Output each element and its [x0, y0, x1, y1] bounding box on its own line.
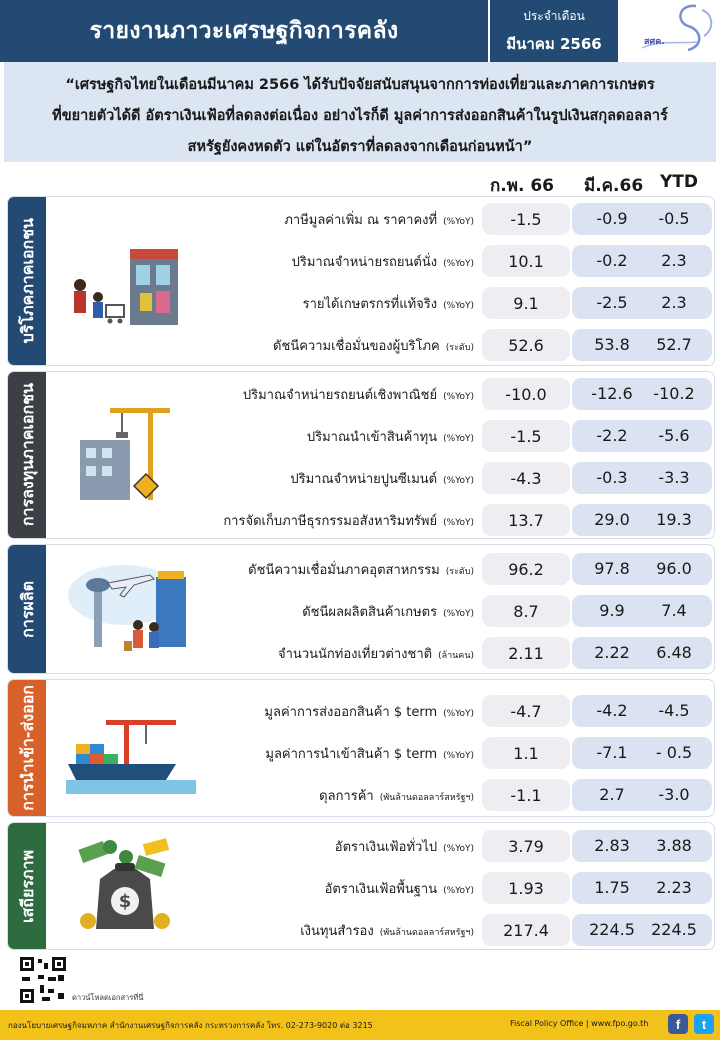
- value-current-month: -0.3: [596, 468, 628, 487]
- value-current-month: 29.0: [594, 510, 630, 529]
- indicator-label: ปริมาณจำหน่ายรถยนต์เชิงพาณิชย์ (%YoY): [242, 388, 474, 403]
- indicator-label: รายได้เกษตรกรที่แท้จริง (%YoY): [302, 297, 474, 312]
- indicator-label: เงินทุนสำรอง (พันล้านดอลลาร์สหรัฐฯ): [300, 924, 474, 939]
- indicator-row: [8, 502, 714, 538]
- value-ytd: 224.5: [651, 920, 697, 939]
- value-current-month: -12.6: [591, 384, 633, 403]
- report-header: [0, 0, 720, 62]
- qr-caption: ดาวน์โหลดเอกสารที่นี่: [72, 993, 144, 1002]
- column-header-prev: ก.พ. 66: [490, 176, 554, 196]
- indicator-row: [8, 201, 714, 237]
- value-ytd: 19.3: [656, 510, 692, 529]
- value-prev-month: 96.2: [482, 553, 570, 585]
- value-current-month: -2.2: [596, 426, 628, 445]
- value-prev-month: 8.7: [482, 595, 570, 627]
- section-title: การลงทุนภาคเอกชน: [17, 383, 37, 527]
- section-production: [8, 545, 714, 673]
- footer-website[interactable]: Fiscal Policy Office | www.fpo.go.th: [510, 1019, 649, 1028]
- indicator-label: อัตราเงินเฟ้อทั่วไป (%YoY): [334, 840, 474, 855]
- section-private-investment: [8, 372, 714, 538]
- value-prev-month: 52.6: [482, 329, 570, 361]
- value-current-month: 1.75: [594, 878, 630, 897]
- value-current-month: 53.8: [594, 335, 630, 354]
- column-header-cur: มี.ค.66: [584, 176, 644, 196]
- section-title: การนำเข้า-ส่งออก: [17, 685, 37, 811]
- value-ytd: 6.48: [656, 643, 692, 662]
- value-ytd: 3.88: [656, 836, 692, 855]
- indicator-label: ดัชนีผลผลิตสินค้าเกษตร (%YoY): [302, 605, 474, 620]
- section-title: เสถียรภาพ: [17, 849, 37, 923]
- column-header-ytd: YTD: [660, 172, 699, 192]
- month-value: มีนาคม 2566: [506, 34, 602, 53]
- fpo-logo-icon: [618, 0, 720, 62]
- value-prev-month: -4.3: [482, 462, 570, 494]
- facebook-icon[interactable]: f: [668, 1014, 688, 1034]
- twitter-icon[interactable]: t: [694, 1014, 714, 1034]
- indicator-label: อัตราเงินเฟ้อพื้นฐาน (%YoY): [324, 882, 474, 897]
- value-prev-month: 3.79: [482, 830, 570, 862]
- section-stability: [8, 823, 714, 949]
- value-prev-month: -1.5: [482, 203, 570, 235]
- value-ytd: -3.3: [658, 468, 690, 487]
- value-ytd: 7.4: [661, 601, 687, 620]
- value-current-month: 2.83: [594, 836, 630, 855]
- indicator-label: ปริมาณจำหน่ายปูนซีเมนต์ (%YoY): [290, 472, 474, 487]
- value-prev-month: -10.0: [482, 378, 570, 410]
- indicator-row: [8, 693, 714, 729]
- indicator-row: [8, 243, 714, 279]
- quote-line-3: สหรัฐยังคงหดตัว แต่ในอัตราที่ลดลงจากเดือนก่อนหน้า”: [187, 139, 533, 155]
- logo-text: สศค.: [644, 37, 665, 47]
- value-prev-month: 10.1: [482, 245, 570, 277]
- value-current-month: 2.7: [599, 785, 625, 804]
- indicator-row: [8, 870, 714, 906]
- value-prev-month: 217.4: [482, 914, 570, 946]
- value-ytd: 96.0: [656, 559, 692, 578]
- value-current-month: 224.5: [589, 920, 635, 939]
- value-ytd: -0.5: [658, 209, 690, 228]
- indicator-label: มูลค่าการส่งออกสินค้า $ term (%YoY): [264, 705, 474, 720]
- indicator-row: [8, 460, 714, 496]
- indicator-row: [8, 418, 714, 454]
- fpo-logo: [618, 0, 720, 62]
- indicator-row: [8, 828, 714, 864]
- quote-line-1: “เศรษฐกิจไทยในเดือนมีนาคม 2566 ได้รับปัจจัยสนับสนุนจากการท่องเที่ยวและภาคการเกษตร: [65, 77, 655, 93]
- value-current-month: 2.22: [594, 643, 630, 662]
- value-prev-month: 1.1: [482, 737, 570, 769]
- indicator-row: [8, 327, 714, 363]
- indicator-row: [8, 551, 714, 587]
- month-label: ประจำเดือน: [523, 8, 585, 23]
- value-ytd: - 0.5: [655, 743, 693, 762]
- indicator-row: [8, 593, 714, 629]
- value-current-month: -7.1: [596, 743, 628, 762]
- value-ytd: 2.3: [661, 293, 687, 312]
- footer-contact: กองนโยบายเศรษฐกิจมหภาค สำนักงานเศรษฐกิจการคลัง กระทรวงการคลัง โทร. 02-273-9020 ต่อ 3215: [8, 1021, 373, 1030]
- value-prev-month: -1.5: [482, 420, 570, 452]
- indicator-label: มูลค่าการนำเข้าสินค้า $ term (%YoY): [265, 747, 474, 762]
- report-title: รายงานภาวะเศรษฐกิจการคลัง: [0, 0, 488, 62]
- value-ytd: -5.6: [658, 426, 690, 445]
- indicator-label: ดัชนีความเชื่อมั่นภาคอุตสาหกรรม (ระดับ): [248, 563, 474, 578]
- indicator-label: ภาษีมูลค่าเพิ่ม ณ ราคาคงที่ (%YoY): [284, 213, 474, 228]
- value-ytd: 2.3: [661, 251, 687, 270]
- value-ytd: 2.23: [656, 878, 692, 897]
- value-prev-month: 9.1: [482, 287, 570, 319]
- quote-line-2: ที่ขยายตัวได้ดี อัตราเงินเฟ้อที่ลดลงต่อเนื่อง อย่างไรก็ดี มูลค่าการส่งออกสินค้าในรูปเงินสกุลดอลลาร์: [52, 108, 668, 124]
- svg-text:$: $: [118, 891, 132, 912]
- indicator-label: ดุลการค้า (พันล้านดอลลาร์สหรัฐฯ): [319, 789, 474, 804]
- value-current-month: 9.9: [599, 601, 625, 620]
- value-prev-month: -4.7: [482, 695, 570, 727]
- indicator-row: [8, 285, 714, 321]
- indicator-row: [8, 735, 714, 771]
- report-month-box: [488, 0, 618, 62]
- footer: [0, 1010, 720, 1040]
- indicator-label: การจัดเก็บภาษีธุรกรรมอสังหาริมทรัพย์ (%YoY): [223, 514, 474, 529]
- value-prev-month: 2.11: [482, 637, 570, 669]
- indicator-row: [8, 635, 714, 671]
- value-prev-month: 13.7: [482, 504, 570, 536]
- value-current-month: 97.8: [594, 559, 630, 578]
- indicator-label: ปริมาณจำหน่ายรถยนต์นั่ง (%YoY): [291, 255, 474, 270]
- indicator-row: [8, 912, 714, 948]
- section-title: บริโภคภาคเอกชน: [17, 218, 37, 344]
- value-ytd: -3.0: [658, 785, 690, 804]
- indicator-label: จำนวนนักท่องเที่ยวต่างชาติ (ล้านคน): [278, 647, 474, 662]
- section-private-consumption: [8, 197, 714, 365]
- value-current-month: -0.9: [596, 209, 628, 228]
- summary-quote: [4, 62, 716, 162]
- indicator-label: ดัชนีความเชื่อมั่นของผู้บริโภค (ระดับ): [273, 339, 474, 354]
- value-prev-month: 1.93: [482, 872, 570, 904]
- qr-code-icon[interactable]: [18, 955, 68, 1005]
- value-ytd: -4.5: [658, 701, 690, 720]
- indicator-row: [8, 777, 714, 813]
- value-ytd: 52.7: [656, 335, 692, 354]
- value-ytd: -10.2: [653, 384, 695, 403]
- value-current-month: -2.5: [596, 293, 628, 312]
- section-title: การผลิต: [17, 580, 37, 638]
- section-trade: [8, 680, 714, 816]
- indicator-label: ปริมาณนำเข้าสินค้าทุน (%YoY): [306, 430, 474, 445]
- indicator-row: [8, 376, 714, 412]
- value-current-month: -4.2: [596, 701, 628, 720]
- value-prev-month: -1.1: [482, 779, 570, 811]
- value-current-month: -0.2: [596, 251, 628, 270]
